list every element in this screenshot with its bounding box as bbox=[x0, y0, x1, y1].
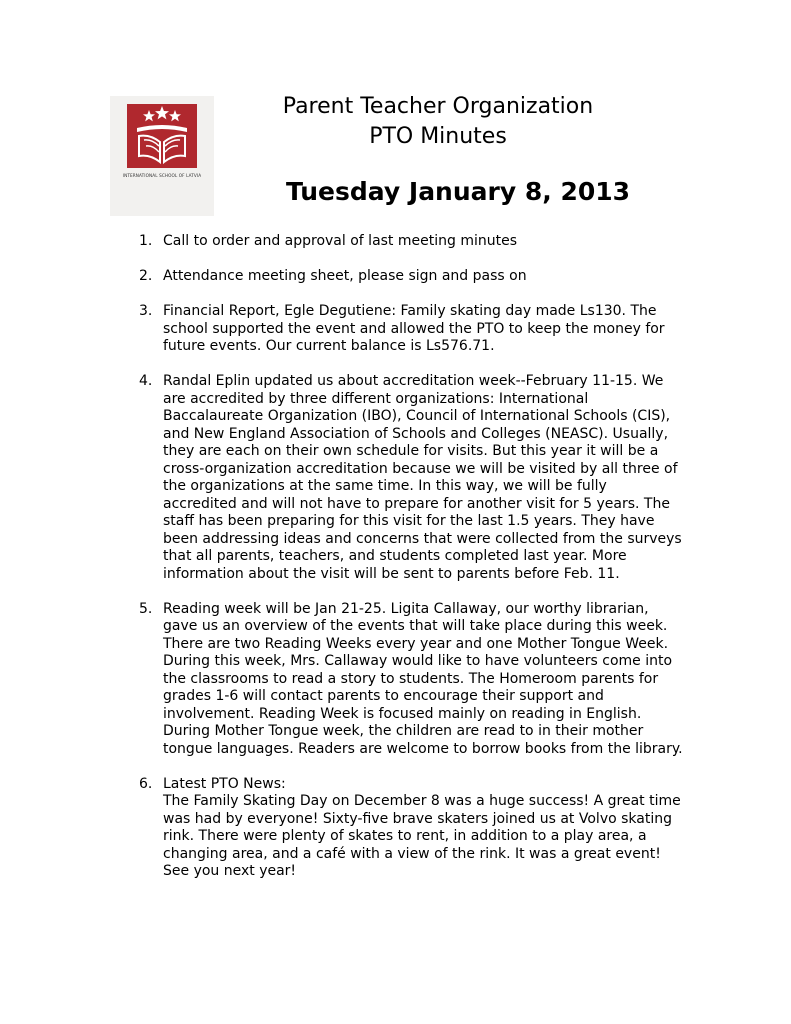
meeting-date: Tuesday January 8, 2013 bbox=[285, 177, 631, 206]
logo-caption: INTERNATIONAL SCHOOL OF LATVIA bbox=[122, 173, 202, 178]
item-number: 2. bbox=[139, 268, 153, 284]
agenda-item bbox=[139, 233, 684, 251]
item-heading: Latest PTO News: bbox=[163, 775, 286, 792]
item-text: The Family Skating Day on December 8 was a huge success! A great time was had by everyone! Sixty-five brave skaters joined us at Volvo skating rink. There were plenty of skates to rent, in addition to a play area, a changing area, and a café with a view of the rink. It was a great event! See you next year! bbox=[163, 793, 681, 879]
agenda-item bbox=[139, 776, 684, 881]
item-number: 6. bbox=[139, 775, 153, 792]
agenda-item bbox=[139, 601, 684, 759]
item-number: 3. bbox=[139, 303, 153, 319]
item-text: Reading week will be Jan 21-25. Ligita Callaway, our worthy librarian, gave us an overview of the events that will take place during this week. There are two Reading Weeks every year and one Mother Tongue Week. During this week, Mrs. Callaway would like to have volunteers come into the classrooms to read a story to students. The Homeroom parents for grades 1-6 will contact parents to encourage their support and involvement. Reading Week is focused mainly on reading in English. During Mother Tongue week, the children are read to in their mother tongue languages. Readers are welcome to borrow books from the library. bbox=[163, 600, 683, 757]
item-number: 4. bbox=[139, 373, 153, 389]
item-text: Call to order and approval of last meeting minutes bbox=[163, 233, 517, 249]
item-number: 1. bbox=[139, 233, 153, 249]
item-text: Financial Report, Egle Degutiene: Family skating day made Ls130. The school supported the event and allowed the PTO to keep the money for future events. Our current balance is Ls576.71. bbox=[163, 303, 665, 354]
agenda-item bbox=[139, 303, 684, 356]
item-number: 5. bbox=[139, 600, 153, 617]
school-logo bbox=[110, 96, 214, 216]
item-text: Randal Eplin updated us about accreditation week--February 11-15. We are accredited by three different organizations: International Baccalaureate Organization (IBO), Council of International Schools (CIS), and New England Association of Schools and Colleges (NEASC). Usually, they are each on their own schedule for visits. But this year it will be a cross-organization accreditation because we will be visited by all three of the organizations at the same time. In this way, we will be fully accredited and will not have to prepare for another visit for 5 years. The staff has been preparing for this visit for the last 1.5 years. They have been addressing ideas and concerns that were collected from the surveys that all parents, teachers, and students completed last year. More information about the visit will be sent to parents before Feb. 11. bbox=[163, 373, 682, 582]
book-stars-emblem-icon bbox=[110, 96, 214, 216]
agenda-list bbox=[139, 233, 684, 898]
page-subtitle: PTO Minutes bbox=[369, 124, 507, 149]
agenda-item bbox=[139, 268, 684, 286]
page-title: Parent Teacher Organization bbox=[282, 94, 594, 119]
agenda-item bbox=[139, 373, 684, 583]
item-text: Attendance meeting sheet, please sign and pass on bbox=[163, 268, 527, 284]
